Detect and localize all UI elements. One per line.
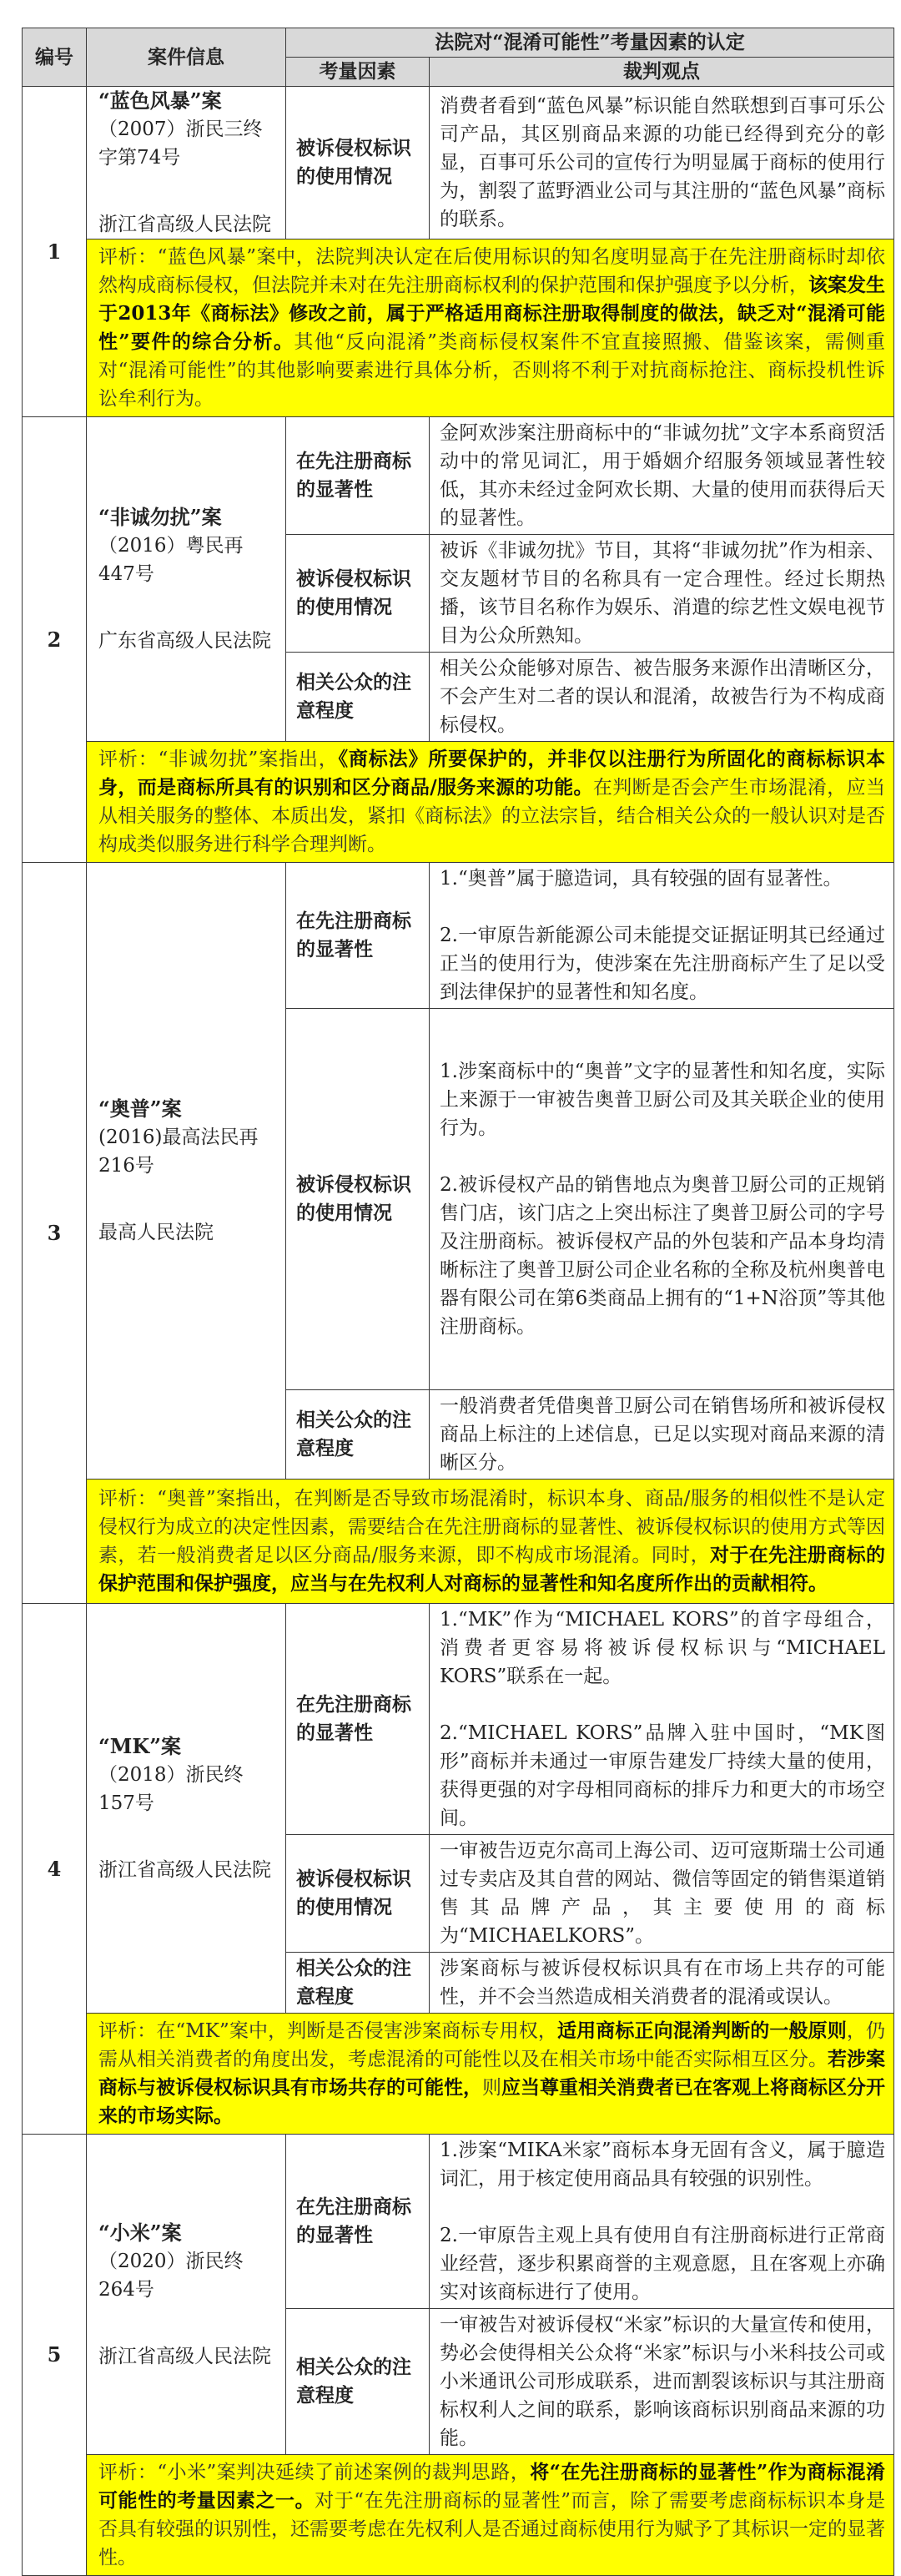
consideration-factor: 在先注册商标的显著性 xyxy=(286,1604,430,1835)
case-docket: （2018）浙民终157号 xyxy=(98,1764,244,1814)
consideration-factor: 在先注册商标的显著性 xyxy=(286,2135,430,2309)
case-court: 浙江省高级人民法院 xyxy=(98,2345,271,2367)
commentary-text: 评析：“小米”案判决延续了前述案例的裁判思路， xyxy=(98,2462,531,2483)
consideration-factor: 相关公众的注意程度 xyxy=(286,1390,430,1480)
judgment-opinion xyxy=(430,417,894,535)
case-docket: （2020）浙民终264号 xyxy=(98,2250,244,2301)
consideration-factor: 相关公众的注意程度 xyxy=(286,2309,430,2455)
opinion-point: 一审被告迈克尔高司上海公司、迈可寇斯瑞士公司通过专卖店及其自营的网站、微信等固定的销售渠道销售其品牌产品，其主要使用的商标为“MICHAELKORS”。 xyxy=(440,1840,885,1947)
header-number: 编号 xyxy=(23,28,87,87)
case-row xyxy=(23,863,894,1009)
opinion-point: 2.一审原告新能源公司未能提交证据证明其已经通过正当的使用行为，使涉案在先注册商标产生了足以受到法律保护的显著性和知名度。 xyxy=(440,925,885,1003)
consideration-factor: 被诉侵权标识的使用情况 xyxy=(286,1009,430,1390)
commentary-row xyxy=(23,742,894,863)
commentary-row xyxy=(23,2455,894,2576)
commentary-emphasis: 应当尊重相关消费者已在客观上将商标区分开来的市场实际。 xyxy=(98,2076,885,2127)
consideration-factor: 在先注册商标的显著性 xyxy=(286,417,430,535)
opinion-point: 消费者看到“蓝色风暴”标识能自然联想到百事可乐公司产品，其区别商品来源的功能已经得到充分的彰显，百事可乐公司的宣传行为明显属于商标的使用行为，割裂了蓝野酒业公司与其注册的“蓝色风暴”商标的联系。 xyxy=(440,95,885,230)
opinion-point: 2.“MICHAEL KORS”品牌入驻中国时，“MK图形”商标并未通过一审原告建发厂持续大量的使用，获得更强的对字母相同商标的排斥力和更大的市场空间。 xyxy=(440,1722,885,1829)
case-number: 3 xyxy=(23,863,87,1604)
opinion-point: 一审被告对被诉侵权“米家”标识的大量宣传和使用，势必会使得相关公众将“米家”标识与小米科技公司或小米通讯公司形成联系，进而割裂该标识与其注册商标权利人之间的联系，影响该商标识别商品来源的功能。 xyxy=(440,2314,885,2449)
judgment-opinion xyxy=(430,2309,894,2455)
commentary-text: 评析：“蓝色风暴”案中，法院判决认定在后使用标识的知名度明显高于在先注册商标时却依然构成商标侵权，但法院并未对在先注册商标权利的保护范围和保护强度予以分析， xyxy=(98,246,885,296)
case-court: 浙江省高级人民法院 xyxy=(98,1859,271,1881)
case-info-cell xyxy=(87,417,286,742)
commentary-text: 在判断是否会产生市场混淆，应当从相关服务的整体、本质出发，紧扣《商标法》的立法宗旨，结合相关公众的一般认识对是否构成类似服务进行科学合理判断。 xyxy=(98,777,885,855)
header-factor: 考量因素 xyxy=(286,58,430,87)
case-row xyxy=(23,417,894,535)
case-title: “非诚勿扰”案 xyxy=(98,505,222,529)
opinion-point: 2.被诉侵权产品的销售地点为奥普卫厨公司的正规销售门店，该门店之上突出标注了奥普卫厨公司的字号及注册商标。被诉侵权产品的外包装和产品本身均清晰标注了奥普卫厨公司企业名称的全称及杭州奥普电器有限公司在第6类商品上拥有的“1+N浴顶”等其他注册商标。 xyxy=(440,1174,885,1338)
opinion-point: 1.涉案“MIKA米家”商标本身无固有含义，属于臆造词汇，用于核定使用商品具有较强的识别性。 xyxy=(440,2140,885,2190)
commentary-text: 评析：“非诚勿扰”案指出， xyxy=(98,749,339,770)
judgment-opinion xyxy=(430,1604,894,1835)
opinion-point: 一般消费者凭借奥普卫厨公司在销售场所和被诉侵权商品上标注的上述信息，已足以实现对商品来源的清晰区分。 xyxy=(440,1395,885,1474)
case-commentary xyxy=(87,1480,894,1604)
case-court: 广东省高级人民法院 xyxy=(98,630,271,652)
opinion-point: 1.“奥普”属于臆造词，具有较强的固有显著性。 xyxy=(440,868,843,890)
judgment-opinion xyxy=(430,87,894,239)
judgment-opinion xyxy=(430,1835,894,1953)
judgment-opinion xyxy=(430,653,894,742)
opinion-point: 2.一审原告主观上具有使用自有注册商标进行正常商业经营，逐步积累商誉的主观意愿，且在客观上亦确实对该商标进行了使用。 xyxy=(440,2225,885,2303)
commentary-emphasis: 对于在先注册商标的保护范围和保护强度，应当与在先权利人对商标的显著性和知名度所作出的贡献相符。 xyxy=(98,1544,886,1595)
consideration-factor: 相关公众的注意程度 xyxy=(286,1953,430,2014)
commentary-text: 则 xyxy=(482,2077,501,2099)
commentary-text: 其他“反向混淆”类商标侵权案件不宜直接照搬、借鉴该案，需侧重对“混淆可能性”的其他影响要素进行具体分析，否则将不利于对抗商标抢注、商标投机性诉讼牟利行为。 xyxy=(98,331,885,410)
consideration-factor: 在先注册商标的显著性 xyxy=(286,863,430,1009)
judgment-opinion xyxy=(430,863,894,1009)
case-number: 5 xyxy=(23,2135,87,2576)
commentary-text: ，仍需从相关消费者的角度出发，考虑混淆的可能性以及在相关市场中能否实际相互区分。 xyxy=(98,2020,885,2070)
commentary-emphasis: 《商标法》所要保护的，并非仅以注册行为所固化的商标标识本身，而是商标所具有的识别和区分商品/服务来源的功能。 xyxy=(98,748,885,799)
opinion-point: 1.“MK”作为“MICHAEL KORS”的首字母组合，消费者更容易将被诉侵权标识与“MICHAEL KORS”联系在一起。 xyxy=(440,1609,885,1687)
opinion-point: 相关公众能够对原告、被告服务来源作出清晰区分，不会产生对二者的误认和混淆，故被告行为不构成商标侵权。 xyxy=(440,658,885,736)
commentary-text: 评析：“奥普”案指出，在判断是否导致市场混淆时，标识本身、商品/服务的相似性不是认定侵权行为成立的决定性因素，需要结合在先注册商标的显著性、被诉侵权标识的使用方式等因素，若一般消费者足以区分商品/服务来源，即不构成市场混淆。同时， xyxy=(98,1488,885,1566)
case-number: 1 xyxy=(23,87,87,417)
case-info-cell xyxy=(87,863,286,1480)
commentary-emphasis: 该案发生于2013年《商标法》修改之前，属于严格适用商标注册取得制度的做法，缺乏对“混淆可能性”要件的综合分析。 xyxy=(98,274,885,353)
commentary-text: 对于“在先注册商标的显著性”而言，除了需要考虑商标标识本身是否具有较强的识别性，还需要考虑在先权利人是否通过商标使用行为赋予了其标识一定的显著性。 xyxy=(98,2490,885,2568)
consideration-factor: 被诉侵权标识的使用情况 xyxy=(286,1835,430,1953)
case-court: 浙江省高级人民法院 xyxy=(98,214,271,235)
case-commentary xyxy=(87,239,894,417)
case-commentary xyxy=(87,2014,894,2135)
case-row xyxy=(23,2135,894,2309)
header-opinion: 裁判观点 xyxy=(430,58,894,87)
commentary-row xyxy=(23,2014,894,2135)
case-commentary xyxy=(87,742,894,863)
commentary-row xyxy=(23,1480,894,1604)
case-docket: (2016)最高法民再216号 xyxy=(98,1127,259,1177)
opinion-point: 涉案商标与被诉侵权标识具有在市场上共存的可能性，并不会当然造成相关消费者的混淆或误认。 xyxy=(440,1958,885,2008)
case-comparison-table xyxy=(22,28,894,2576)
case-row xyxy=(23,87,894,239)
case-docket: （2016）粤民再447号 xyxy=(98,535,244,585)
commentary-emphasis: 适用商标正向混淆判断的一般原则 xyxy=(557,2019,847,2042)
case-docket: （2007）浙民三终字第74号 xyxy=(98,118,263,169)
commentary-row xyxy=(23,239,894,417)
commentary-text: 评析：在“MK”案中，判断是否侵害涉案商标专用权， xyxy=(98,2020,557,2042)
commentary-emphasis: 将“在先注册商标的显著性”作为商标混淆可能性的考量因素之一。 xyxy=(98,2461,885,2512)
case-court: 最高人民法院 xyxy=(98,1222,214,1243)
opinion-point: 金阿欢涉案注册商标中的“非诚勿扰”文字本系商贸活动中的常见词汇，用于婚姻介绍服务领域显著性较低，其亦未经过金阿欢长期、大量的使用而获得后天的显著性。 xyxy=(440,422,885,529)
consideration-factor: 相关公众的注意程度 xyxy=(286,653,430,742)
case-commentary xyxy=(87,2455,894,2576)
consideration-factor: 被诉侵权标识的使用情况 xyxy=(286,535,430,653)
case-info-cell xyxy=(87,2135,286,2455)
judgment-opinion xyxy=(430,1009,894,1390)
table-body xyxy=(23,87,894,2576)
header-court-determination: 法院对“混淆可能性”考量因素的认定 xyxy=(286,28,894,58)
case-info-cell xyxy=(87,87,286,239)
judgment-opinion xyxy=(430,2135,894,2309)
judgment-opinion xyxy=(430,1953,894,2014)
consideration-factor: 被诉侵权标识的使用情况 xyxy=(286,87,430,239)
commentary-emphasis: 若涉案商标与被诉侵权标识具有市场共存的可能性， xyxy=(98,2048,885,2099)
case-title: “MK”案 xyxy=(98,1734,182,1758)
case-number: 2 xyxy=(23,417,87,863)
case-row xyxy=(23,1604,894,1835)
case-title: “小米”案 xyxy=(98,2220,182,2245)
judgment-opinion xyxy=(430,1390,894,1480)
case-number: 4 xyxy=(23,1604,87,2135)
judgment-opinion xyxy=(430,535,894,653)
opinion-point: 1.涉案商标中的“奥普”文字的显著性和知名度，实际上来源于一审被告奥普卫厨公司及其关联企业的使用行为。 xyxy=(440,1061,885,1139)
opinion-point: 被诉《非诚勿扰》节目，其将“非诚勿扰”作为相亲、交友题材节目的名称具有一定合理性。经过长期热播，该节目名称作为娱乐、消遣的综艺性文娱电视节目为公众所熟知。 xyxy=(440,540,885,647)
header-case-info: 案件信息 xyxy=(87,28,286,87)
case-title: “奥普”案 xyxy=(98,1096,182,1121)
case-info-cell xyxy=(87,1604,286,2014)
case-title: “蓝色风暴”案 xyxy=(98,88,222,113)
